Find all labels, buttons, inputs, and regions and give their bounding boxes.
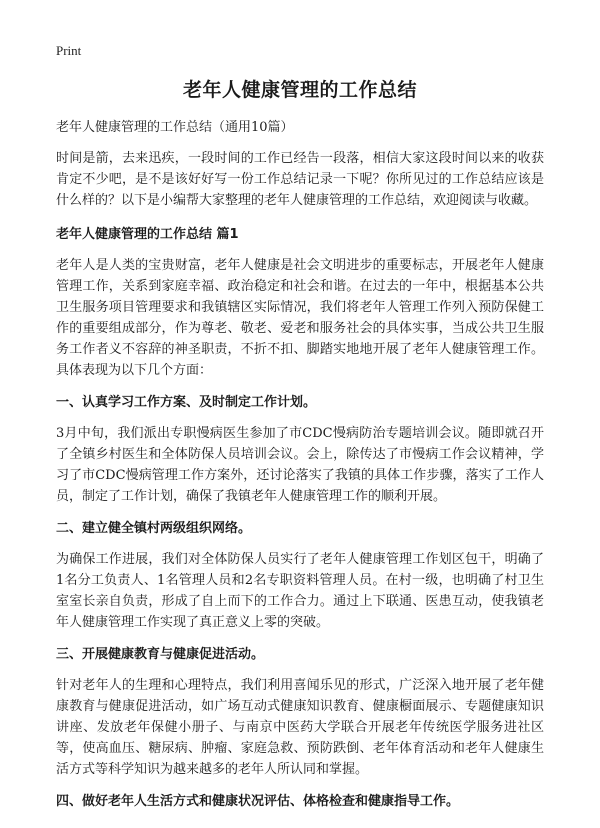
- section-title: 老年人健康管理的工作总结 篇1: [56, 227, 239, 242]
- document-subtitle: 老年人健康管理的工作总结（通用10篇）: [56, 120, 294, 135]
- item-body-2: 为确保工作进展，我们对全体防保人员实行了老年人健康管理工作划区包干，明确了1名分工负责人、1名管理人员和2名专职资料管理人员。在村一级，也明确了村卫生室室长亲自负责，形成了自上而下的工作合力。通过上下联通、医患互动，使我镇老年人健康管理工作实现了真正意义上零的突破。: [56, 552, 544, 630]
- section-intro-paragraph: 老年人是人类的宝贵财富，老年人健康是社会文明进步的重要标志，开展老年人健康管理工作，关系到家庭幸福、政治稳定和社会和谐。在过去的一年中，根据基本公共卫生服务项目管理要求和我镇辖区实际情况，我们将老年人管理工作列入预防保健工作的重要组成部分，作为尊老、敬老、爱老和服务社会的具体实事，当成公共卫生服务工作者义不容辞的神圣职责，不折不扣、脚踏实地地开展了老年人健康管理工作。具体表现为以下几个方面：: [56, 258, 544, 378]
- item-heading-3: 三、开展健康教育与健康促进活动。: [56, 647, 265, 662]
- intro-paragraph: 时间是箭，去来迅疾，一段时间的工作已经告一段落，相信大家这段时间以来的收获肯定不少吧，是不是该好好写一份工作总结记录一下呢？你所见过的工作总结应该是什么样的？以下是小编帮大家整理的老年人健康管理的工作总结，欢迎阅读与收藏。: [56, 151, 544, 208]
- print-link[interactable]: Print: [56, 43, 82, 58]
- item-body-3: 针对老年人的生理和心理特点，我们利用喜闻乐见的形式，广泛深入地开展了老年健康教育与健康促进活动，如广场互动式健康知识教育、健康橱面展示、专题健康知识讲座、发放老年保健小册子、与南京中医药大学联合开展老年传统医学服务进社区等，使高血压、糖尿病、肿瘤、家庭急救、预防跌倒、老年体育活动和老年人健康生活方式等科学知识为越来越多的老年人所认同和掌握。: [56, 678, 544, 777]
- document-content: [56, 118, 544, 822]
- item-heading-2: 二、建立健全镇村两级组织网络。: [56, 521, 252, 536]
- item-heading-1: 一、认真学习工作方案、及时制定工作计划。: [56, 395, 317, 410]
- page-title: 老年人健康管理的工作总结: [182, 79, 417, 101]
- item-heading-4: 四、做好老年人生活方式和健康状况评估、体格检查和健康指导工作。: [56, 794, 460, 809]
- item-body-1: 3月中旬，我们派出专职慢病医生参加了市CDC慢病防治专题培训会议。随即就召开了全镇乡村医生和全体防保人员培训会议。会上，除传达了市慢病工作会议精神，学习了市CDC慢病管理工作方案外，还讨论落实了我镇的具体工作步骤，落实了工作人员，制定了工作计划，确保了我镇老年人健康管理工作的顺利开展。: [56, 426, 544, 504]
